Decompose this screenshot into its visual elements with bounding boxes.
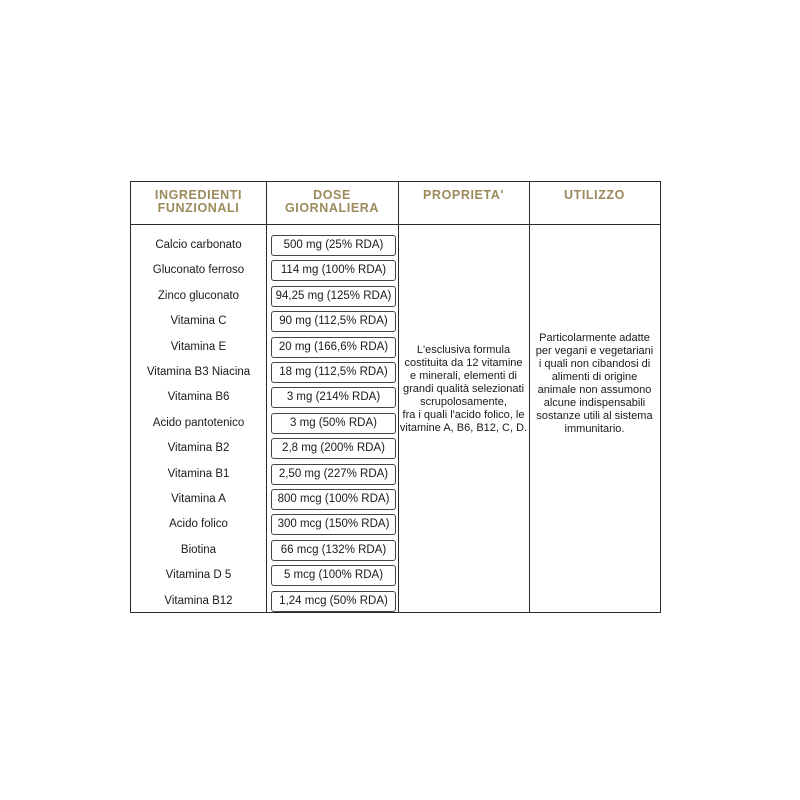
dose-value: 90 mg (112,5% RDA) [279,315,388,328]
ingredient-name: Biotina [180,543,217,556]
header-usage-label: UTILIZZO [563,188,626,202]
header-properties-label: PROPRIETA' [423,188,504,202]
column-divider [266,182,267,612]
header-properties [398,182,529,224]
ingredient-name: Zinco gluconato [157,289,240,302]
ingredient-name: Gluconato ferroso [152,264,245,277]
dose-value: 3 mg (214% RDA) [286,391,381,404]
ingredient-name: Acido folico [169,518,228,531]
header-dose [266,182,398,224]
dose-value: 1,24 mcg (50% RDA) [279,594,388,607]
ingredient-name: Acido pantotenico [152,416,245,429]
header-ingredients [131,182,266,224]
dose-value: 2,50 mg (227% RDA) [278,467,389,480]
dose-value: 3 mg (50% RDA) [290,416,377,429]
ingredient-name: Vitamina E [170,340,227,353]
ingredient-name: Vitamina B6 [167,391,230,404]
header-ingredients-label: INGREDIENTI FUNZIONALI [154,188,243,215]
dose-value: 800 mcg (100% RDA) [277,493,390,505]
dose-value: 94,25 mg (125% RDA) [275,289,392,302]
dose-value: 114 mg (100% RDA) [280,264,387,277]
ingredient-name: Vitamina B2 [167,442,230,455]
ingredient-name: Vitamina B3 Niacina [146,366,251,378]
ingredient-name: Calcio carbonato [155,239,242,251]
header-dose-label: DOSE GIORNALIERA [284,188,380,215]
usage-text: Particolarmente adatte per vegani e vegetariani i quali non cibandosi di alimenti di origine animale non assumono alcune indispensabili sostanze utili al sistema immunitario. [535,332,654,435]
ingredient-name: Vitamina A [171,493,226,505]
dose-value: 300 mcg (150% RDA) [277,518,390,531]
properties-text: L'esclusiva formula costituita da 12 vitamine e minerali, elementi di grandi qualità selezionati scrupolosamente, fra i quali l'acido folico, le vitamine A, B6, B12, C, D. [399,344,528,434]
dose-value: 20 mg (166,6% RDA) [278,340,389,353]
dose-value: 66 mcg (132% RDA) [280,543,387,556]
ingredient-name: Vitamina B1 [167,467,230,480]
dose-value: 18 mg (112,5% RDA) [279,366,388,378]
dose-value: 5 mcg (100% RDA) [283,569,384,582]
supplement-table [130,181,661,613]
ingredient-name: Vitamina D 5 [165,569,232,582]
ingredient-name: Vitamina B12 [164,594,233,607]
header-divider [131,224,660,225]
ingredient-name: Vitamina C [170,315,227,328]
header-usage [529,182,660,224]
dose-value: 500 mg (25% RDA) [283,239,384,251]
dose-value: 2,8 mg (200% RDA) [282,442,385,455]
